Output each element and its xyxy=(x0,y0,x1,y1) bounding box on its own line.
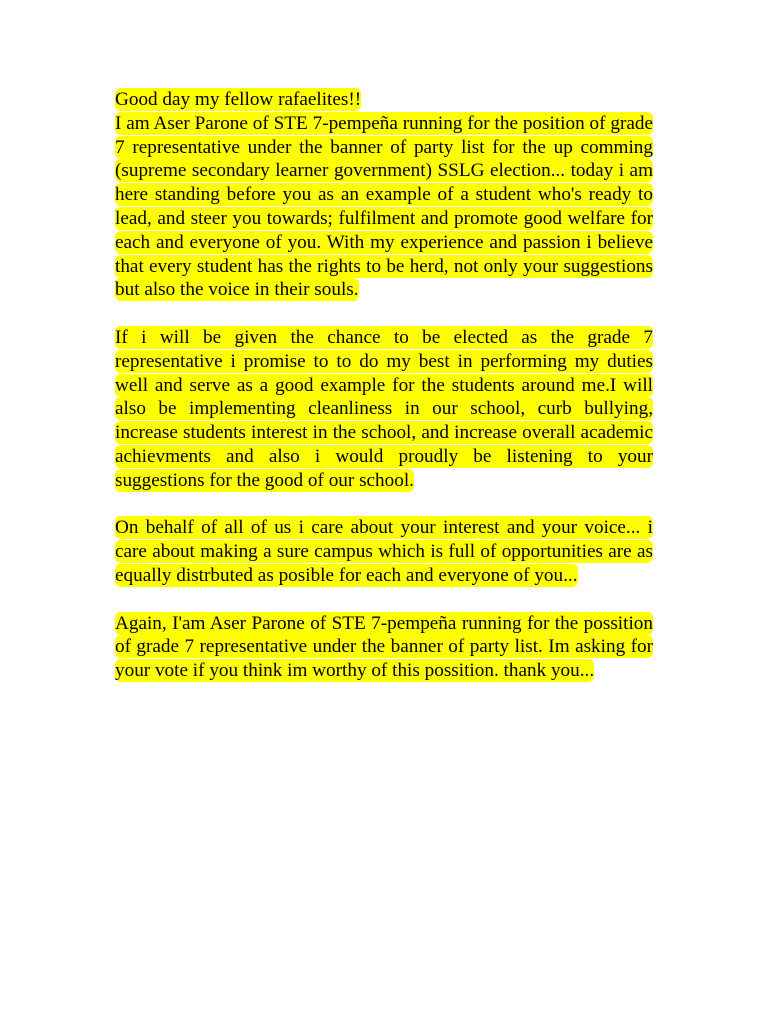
paragraph-intro xyxy=(115,88,653,302)
paragraph-text-2: If i will be given the chance to be elected as the grade 7 representative i promise to to do my best in performing my duties well and serve as a good example for the students around me.I will also be implementing cleanliness in our school, curb bullying, increase students interest in the school, and increase overall academic achievments and also i would proudly be listening to your suggestions for the good of our school. xyxy=(115,326,653,491)
paragraph-behalf xyxy=(115,516,653,587)
paragraph-promise xyxy=(115,326,653,493)
greeting-line: Good day my fellow rafaelites!! xyxy=(115,89,362,110)
paragraph-closing xyxy=(115,612,653,683)
paragraph-text-3: On behalf of all of us i care about your interest and your voice... i care about making a sure campus which is full of opportunities are as equally distrbuted as posible for each and everyone of you... xyxy=(115,517,653,586)
document-page xyxy=(115,88,653,707)
paragraph-text-1: I am Aser Parone of STE 7-pempeña running for the position of grade 7 representative under the banner of party list for the up comming (supreme secondary learner government) SSLG election... today i am here standing before you as an example of a student who's ready to lead, and steer you towards; fulfilment and promote good welfare for each and everyone of you. With my experience and passion i believe that every student has the rights to be herd, not only your suggestions but also the voice in their souls. xyxy=(115,112,653,301)
paragraph-text-4: Again, I'am Aser Parone of STE 7-pempeña running for the possition of grade 7 representative under the banner of party list. Im asking for your vote if you think im worthy of this possition. thank you... xyxy=(115,612,653,682)
